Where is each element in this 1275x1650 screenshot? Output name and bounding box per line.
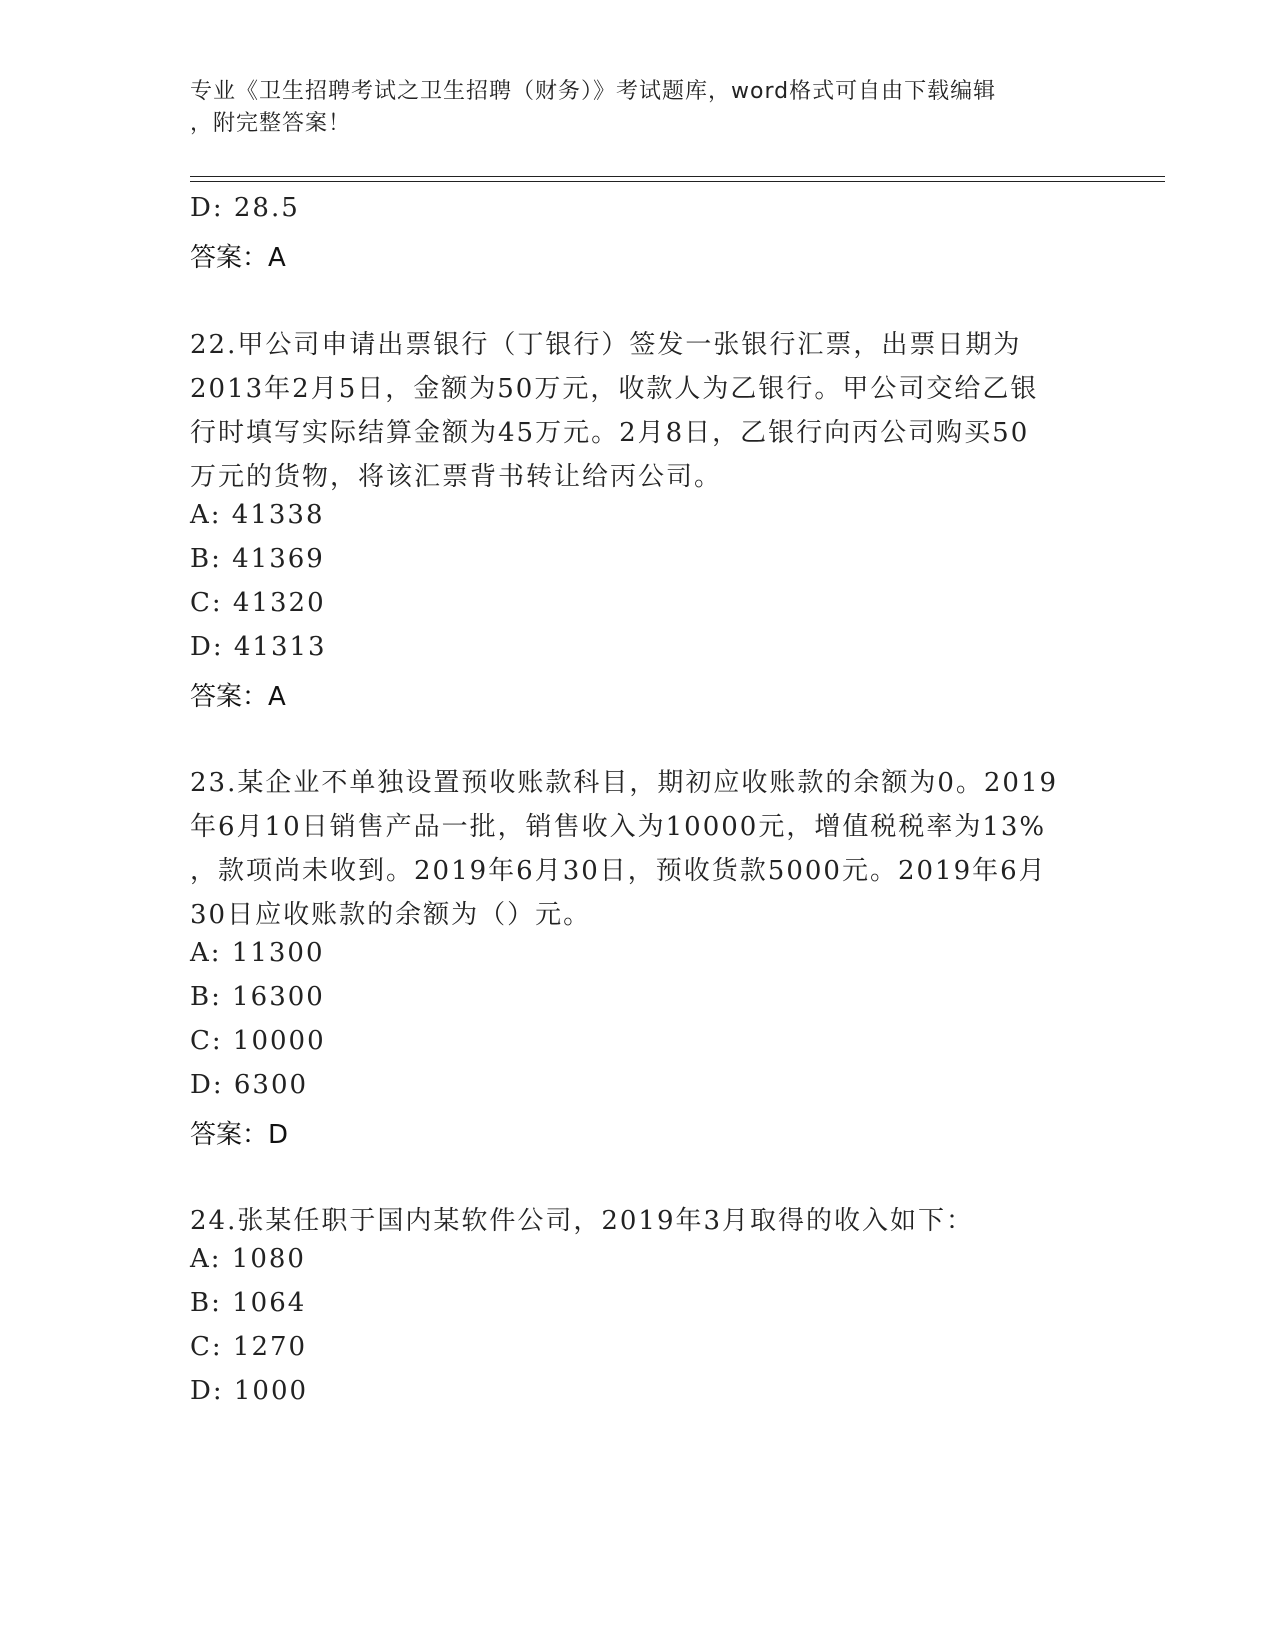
question-23-option-c: C: 10000 — [190, 1026, 326, 1056]
question-22-stem-line-1: 22.甲公司申请出票银行（丁银行）签发一张银行汇票，出票日期为 — [190, 330, 1022, 360]
question-24-option-b: B: 1064 — [190, 1288, 307, 1318]
question-23-answer: 答案：D — [190, 1120, 289, 1150]
question-23-option-b: B: 16300 — [190, 982, 325, 1012]
question-23-stem-line-3: ，款项尚未收到。2019年6月30日，预收货款5000元。2019年6月 — [190, 856, 1047, 886]
question-23-stem-line-1: 23.某企业不单独设置预收账款科目，期初应收账款的余额为0。2019 — [190, 768, 1059, 798]
header-title: 专业《卫生招聘考试之卫生招聘（财务）》考试题库，word格式可自由下载编辑 — [190, 79, 997, 104]
question-23-stem-line-4: 30日应收账款的余额为（）元。 — [190, 900, 592, 930]
question-22-option-b: B: 41369 — [190, 544, 325, 574]
prev-question-answer: 答案：A — [190, 243, 286, 273]
prev-question-option-d: D: 28.5 — [190, 193, 300, 223]
question-22-stem-line-2: 2013年2月5日，金额为50万元，收款人为乙银行。甲公司交给乙银 — [190, 374, 1039, 404]
question-24-option-a: A: 1080 — [190, 1244, 306, 1274]
question-22-option-d: D: 41313 — [190, 632, 327, 662]
header-divider-top — [190, 176, 1165, 177]
question-22-answer: 答案：A — [190, 682, 286, 712]
question-23-option-d: D: 6300 — [190, 1070, 309, 1100]
question-22-stem-line-4: 万元的货物，将该汇票背书转让给丙公司。 — [190, 462, 723, 492]
question-22-stem-line-3: 行时填写实际结算金额为45万元。2月8日，乙银行向丙公司购买50 — [190, 418, 1030, 448]
header-divider-bottom — [190, 181, 1165, 182]
question-22-option-c: C: 41320 — [190, 588, 326, 618]
question-22-option-a: A: 41338 — [190, 500, 325, 530]
question-24-option-c: C: 1270 — [190, 1332, 308, 1362]
question-24-stem-line-1: 24.张某任职于国内某软件公司，2019年3月取得的收入如下： — [190, 1206, 975, 1236]
question-23-option-a: A: 11300 — [190, 938, 325, 968]
header-subtitle: ，附完整答案！ — [190, 111, 352, 136]
question-24-option-d: D: 1000 — [190, 1376, 309, 1406]
question-23-stem-line-2: 年6月10日销售产品一批，销售收入为10000元，增值税税率为13% — [190, 812, 1047, 842]
